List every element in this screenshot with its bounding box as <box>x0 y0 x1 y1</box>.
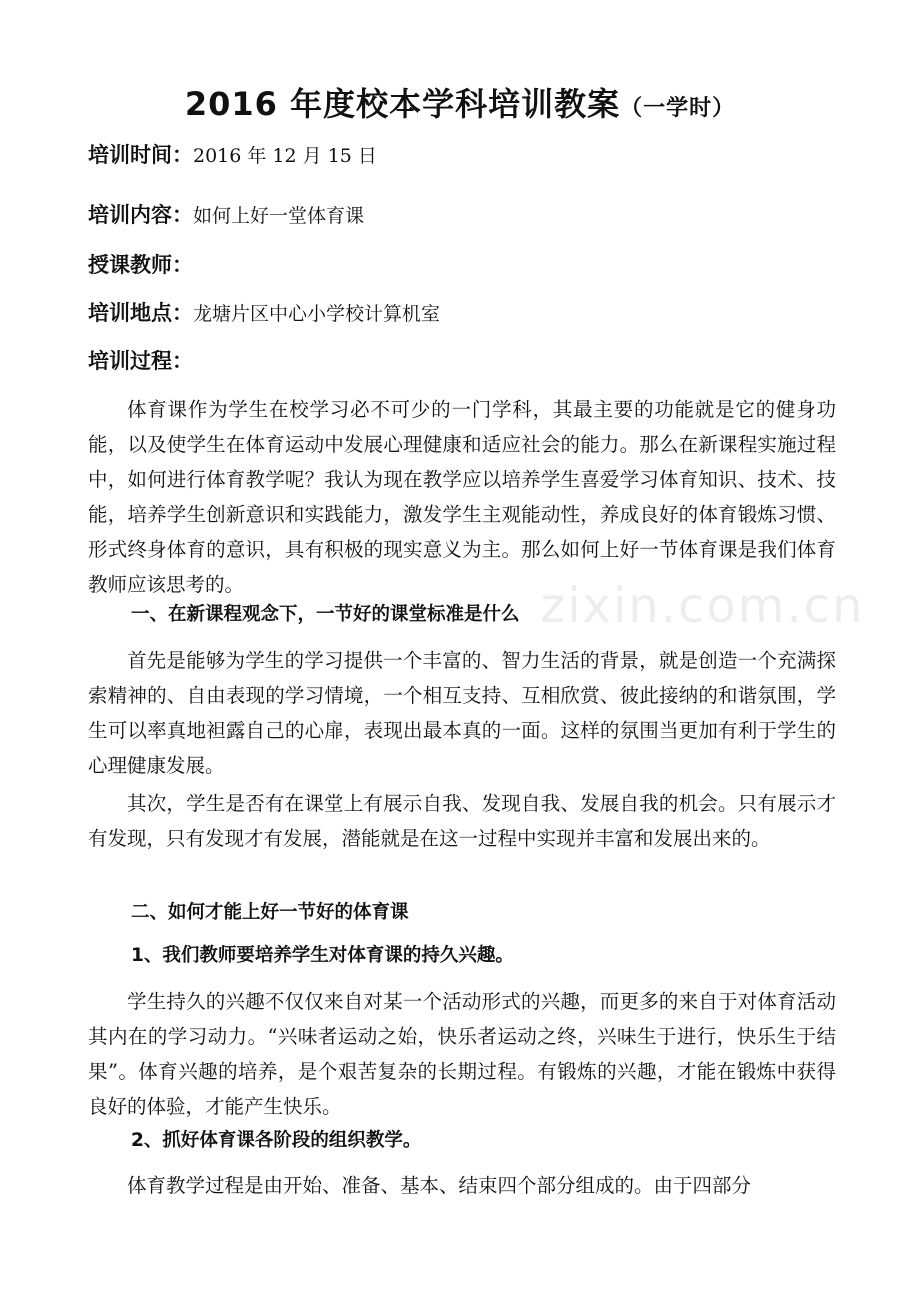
meta-value: 2016 年 12 月 15 日 <box>193 145 377 167</box>
meta-training-time <box>88 140 848 171</box>
body-paragraph: 学生持久的兴趣不仅仅来自对某一个活动形式的兴趣，而更多的来自于对体育活动其内在的学习动力。“兴味者运动之始，快乐者运动之终，兴味生于进行，快乐生于结果”。体育兴趣的培养，是个艰苦复杂的长期过程。有锻炼的兴趣，才能在锻炼中获得良好的体验，才能产生快乐。 <box>88 990 836 1118</box>
document-title <box>0 80 920 133</box>
meta-teacher <box>88 250 848 281</box>
meta-value: 龙塘片区中心小学校计算机室 <box>193 303 441 325</box>
subsection-heading: 1、我们教师要培养学生对体育课的持久兴趣。 <box>131 945 514 966</box>
title-main: 2016 年度校本学科培训教案 <box>184 85 621 123</box>
body-paragraph: 体育教学过程是由开始、准备、基本、结束四个部分组成的。由于四部分 <box>127 1174 752 1197</box>
body-paragraph: 体育课作为学生在校学习必不可少的一门学科，其最主要的功能就是它的健身功能，以及使学生在体育运动中发展心理健康和适应社会的能力。那么在新课程实施过程中，如何进行体育教学呢？我认为现在教学应以培养学生喜爱学习体育知识、技术、技能，培养学生创新意识和实践能力，激发学生主观能动性，养成良好的体育锻炼习惯、形式终身体育的意识，具有积极的现实意义为主。那么如何上好一节体育课是我们体育教师应该思考的。 <box>88 398 836 596</box>
meta-process <box>88 346 848 377</box>
section-heading: 二、如何才能上好一节好的体育课 <box>131 902 409 923</box>
section-heading: 一、在新课程观念下，一节好的课堂标准是什么 <box>131 604 520 625</box>
body-paragraph: 首先是能够为学生的学习提供一个丰富的、智力生活的背景，就是创造一个充满探索精神的、自由表现的学习情境，一个相互支持、互相欣赏、彼此接纳的和谐氛围，学生可以率真地袒露自己的心扉，表现出最本真的一面。这样的氛围当更加有利于学生的心理健康发展。 <box>88 649 836 777</box>
meta-label: 培训过程： <box>88 349 193 373</box>
meta-label: 培训内容： <box>88 203 193 227</box>
meta-label: 培训地点： <box>88 301 193 325</box>
meta-label: 授课教师： <box>88 253 193 277</box>
watermark: zixin.com.cn <box>540 578 865 634</box>
subsection-heading: 2、抓好体育课各阶段的组织教学。 <box>131 1130 422 1151</box>
body-paragraph: 其次，学生是否有在课堂上有展示自我、发现自我、发展自我的机会。只有展示才有发现，只有发现才有发展，潜能就是在这一过程中实现并丰富和发展出来的。 <box>88 792 836 850</box>
meta-label: 培训时间： <box>88 143 193 167</box>
meta-training-content <box>88 200 848 231</box>
title-sub: （一学时） <box>620 96 736 121</box>
meta-value: 如何上好一堂体育课 <box>193 205 365 227</box>
meta-location <box>88 298 848 329</box>
